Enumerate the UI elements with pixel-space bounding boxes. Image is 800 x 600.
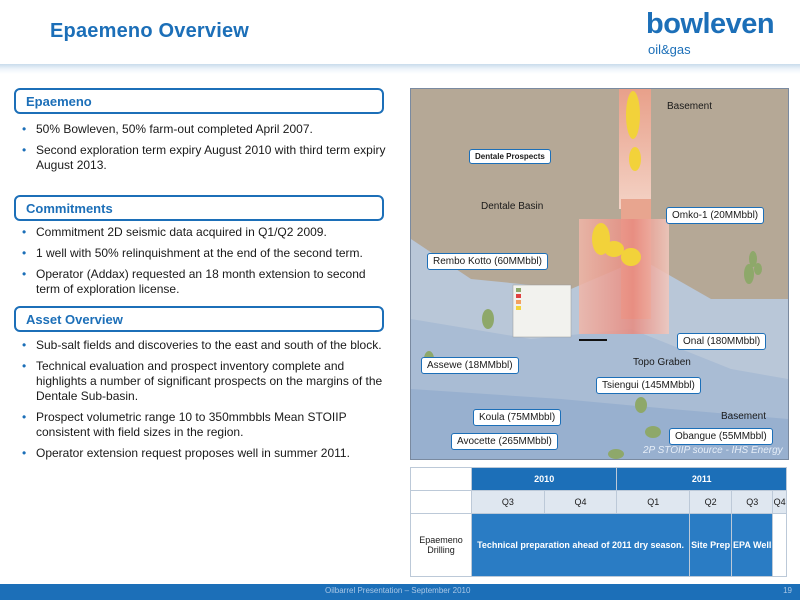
footer-text: Oilbarrel Presentation – September 2010 — [325, 586, 471, 595]
epaemeno-bullets — [22, 122, 392, 179]
year-row — [411, 468, 787, 491]
callout-koula: Koula (75MMbbl) — [473, 409, 561, 426]
corner-cell — [411, 468, 472, 491]
section-title: Asset Overview — [26, 312, 123, 327]
drilling-timeline — [410, 467, 787, 577]
bullet-item: • Operator (Addax) requested an 18 month extension to second term of exploration license. — [22, 267, 392, 297]
callout-avocette: Avocette (265MMbbl) — [451, 433, 558, 450]
bullet-item: • Commitment 2D seismic data acquired in Q1/Q2 2009. — [22, 225, 392, 240]
section-header-asset-overview — [14, 306, 384, 332]
page-title: Epaemeno Overview — [50, 20, 250, 42]
quarter-cell: Q4 — [773, 491, 787, 514]
slide-footer — [0, 584, 800, 600]
logo-wordmark: bowleven — [646, 8, 775, 40]
bullet-item: • Technical evaluation and prospect inventory complete and highlights a number of significant prospects on the margins of the Dentale Sub-basin. — [22, 359, 392, 404]
quarter-cell: Q3 — [472, 491, 545, 514]
callout-tsiengui: Tsiengui (145MMbbl) — [596, 377, 701, 394]
quarter-cell: Q1 — [617, 491, 690, 514]
label-basement-north: Basement — [667, 101, 713, 112]
bar-epa-well: EPA Well — [732, 514, 773, 577]
quarter-cell: Q4 — [544, 491, 617, 514]
callout-rembo-kotto: Rembo Kotto (60MMbbl) — [427, 253, 548, 270]
callout-omko: Omko-1 (20MMbbl) — [666, 207, 764, 224]
callout-onal: Onal (180MMbbl) — [677, 333, 766, 350]
section-title: Commitments — [26, 201, 113, 216]
callout-obangue: Obangue (55MMbbl) — [669, 428, 773, 445]
bullet-item: • 50% Bowleven, 50% farm-out completed April 2007. — [22, 122, 392, 137]
label-topo-graben: Topo Graben — [633, 357, 691, 368]
bullet-item: • Second exploration term expiry August 2010 with third term expiry August 2013. — [22, 143, 392, 173]
quarter-cell: Q2 — [690, 491, 732, 514]
bullet-item: • 1 well with 50% relinquishment at the end of the second term. — [22, 246, 392, 261]
year-2010: 2010 — [472, 468, 617, 491]
logo-subtitle: oil&gas — [648, 42, 691, 57]
bullet-item: • Prospect volumetric range 10 to 350mmbbls Mean STOIIP consistent with field sizes in the region. — [22, 410, 392, 440]
empty-cell — [773, 514, 787, 577]
bar-site-prep: Site Prep — [690, 514, 732, 577]
section-header-epaemeno — [14, 88, 384, 114]
quarter-cell: Q3 — [732, 491, 773, 514]
map-source-note: 2P STOIIP source - IHS Energy — [643, 445, 783, 456]
block-map — [410, 88, 789, 460]
year-2011: 2011 — [617, 468, 787, 491]
bowleven-logo — [646, 8, 786, 58]
asset-overview-bullets — [22, 338, 392, 467]
bullet-item: • Sub-salt fields and discoveries to the east and south of the block. — [22, 338, 392, 353]
page-number: 19 — [783, 586, 792, 595]
header-divider — [0, 64, 800, 74]
drilling-row — [411, 514, 787, 577]
row-label: Epaemeno Drilling — [411, 514, 472, 577]
label-basement-south: Basement — [721, 411, 767, 422]
bar-technical-preparation: Technical preparation ahead of 2011 dry season. — [472, 514, 690, 577]
commitments-bullets — [22, 225, 392, 303]
bullet-item: • Operator extension request proposes well in summer 2011. — [22, 446, 392, 461]
map-graphic — [411, 89, 788, 459]
slide-header — [0, 0, 800, 68]
callout-assewe: Assewe (18MMbbl) — [421, 357, 519, 374]
corner-cell — [411, 491, 472, 514]
callout-dentale-prospects: Dentale Prospects — [469, 149, 551, 164]
section-header-commitments — [14, 195, 384, 221]
label-dentale-basin: Dentale Basin — [481, 201, 544, 212]
quarter-row — [411, 491, 787, 514]
section-title: Epaemeno — [26, 94, 92, 109]
